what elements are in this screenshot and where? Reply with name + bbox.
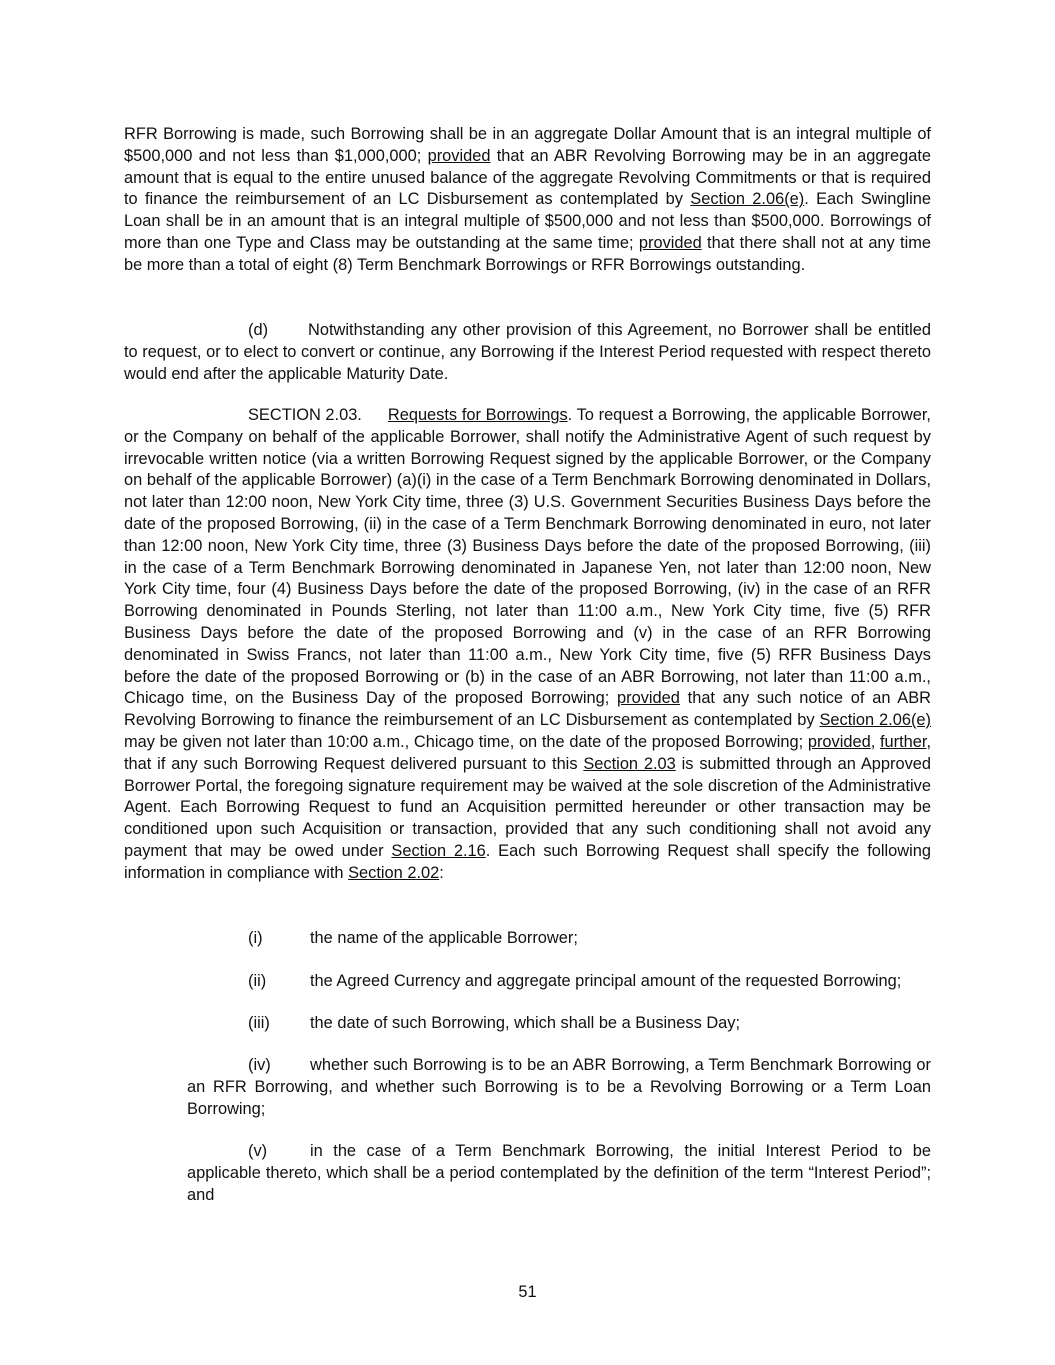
section-reference: Section 2.02 [348,863,440,882]
text-run: may be given not later than 10:00 a.m., Chicago time, on the date of the proposed Borrowing; [124,732,808,751]
section-reference: Section 2.03 [583,754,676,773]
list-item-number: (v) [248,1142,268,1160]
provided-term: provided [638,233,702,252]
page-number: 51 [518,1283,537,1301]
text-run: : [439,863,444,882]
list-item-number: (iii) [248,1014,270,1032]
provided-term: provided [427,146,491,165]
list-item-number: (i) [248,929,263,947]
text-run: . Each Swingline Loan shall be in an amount that is an integral multiple of $500,000 and not less than $500,000. Borrowings of more than one Type and Class may be outstanding at the same time; [124,190,931,252]
paragraph-d [124,320,931,385]
list-item [187,928,931,950]
list-item-number: (ii) [248,972,267,990]
section-number: SECTION 2.03. [248,406,362,424]
text-run: . Each such Borrowing Request shall specify the following information in compliance with [124,841,931,882]
list-item [187,1013,931,1035]
paragraph-borrowing-amounts [124,124,931,277]
list-item [187,971,931,993]
text-run: RFR Borrowing is made, such Borrowing shall be in an aggregate Dollar Amount that is an integral multiple of $500,000 and not less than $1,000,000; [124,125,931,165]
text-run: that any such notice of an ABR Revolving Borrowing to finance the reimbursement of an LC Disbursement as contemplated by [124,689,931,730]
paragraph-section-2-03 [124,405,931,885]
list-item-text: whether such Borrowing is to be an ABR Borrowing, a Term Benchmark Borrowing or an RFR Borrowing, and whether such Borrowing is to be a Revolving Borrowing or a Term Loan Borrowing; [187,1056,931,1118]
text-run: that an ABR Revolving Borrowing may be in an aggregate amount that is equal to the entire unused balance of the aggregate Revolving Commitments or that is required to finance the reimbursement of an LC Disbursement as contemplated by [124,146,931,209]
list-item-text: the name of the applicable Borrower; [310,929,578,947]
text-run: , that if any such Borrowing Request delivered pursuant to this [124,732,931,773]
text-run: that there shall not at any time be more than a total of eight (8) Term Benchmark Borrowings or RFR Borrowings outstanding. [124,233,931,274]
text-run: , [870,732,880,751]
list-item-text: in the case of a Term Benchmark Borrowing, the initial Interest Period to be applicable thereto, which shall be a period contemplated by the definition of the term “Interest Period”; and [187,1142,931,1204]
list-item-text: the date of such Borrowing, which shall be a Business Day; [310,1014,741,1032]
provided-term: provided [617,689,680,708]
section-reference: Section 2.06(e) [819,711,931,730]
list-item-text: the Agreed Currency and aggregate principal amount of the requested Borrowing; [310,972,902,990]
section-reference: Section 2.16 [391,841,486,860]
list-item-number: (iv) [248,1056,271,1074]
text-run: is submitted through an Approved Borrower Portal, the foregoing signature requirement may be waived at the sole discretion of the Administrative Agent. Each Borrowing Request to fund an Acquisition permitted hereunder or other transaction may be conditioned upon such Acquisition or transaction, provided that any such conditioning shall not avoid any payment that may be owed under [124,754,932,860]
clause-text: Notwithstanding any other provision of this Agreement, no Borrower shall be entitled to request, or to elect to convert or continue, any Borrowing if the Interest Period requested with respect thereto would end after the applicable Maturity Date. [124,321,931,383]
text-run: . To request a Borrowing, the applicable Borrower, or the Company on behalf of the applicable Borrower, shall notify the Administrative Agent of such request by irrevocable written notice (via a written Borrowing Request signed by the applicable Borrower, or the Company on behalf of the applicable Borrower) (a)(i) in the case of a Term Benchmark Borrowing denominated in Dollars, not later than 12:00 noon, New York City time, three (3) U.S. Government Securities Business Days before the date of the proposed Borrowing, (ii) in the case of a Term Benchmark Borrowing denominated in euro, not later than 12:00 noon, New York City time, three (3) Business Days before the date of the proposed Borrowing, (iii) in the case of a Term Benchmark Borrowing denominated in Japanese Yen, not later than 12:00 noon, New York City time, four (4) Business Days before the date of the proposed Borrowing, (iv) in the case of an RFR Borrowing denominated in Pounds Sterling, not later than 11:00 a.m., New York City time, five (5) RFR Business Days before the date of the proposed Borrowing and (v) in the case of an RFR Borrowing denominated in Swiss Francs, not later than 11:00 a.m., New York City time, five (5) RFR Business Days before the date of the proposed Borrowing or (b) in the case of an ABR Borrowing, not later than 11:00 a.m., Chicago time, on the Business Day of the proposed Borrowing; [124,406,931,708]
clause-label: (d) [248,321,269,339]
list-item [187,1141,931,1206]
list-item [187,1055,931,1120]
provided-term: provided [807,732,871,751]
section-reference: Section 2.06(e) [690,190,805,209]
section-heading: Requests for Borrowings [387,406,568,424]
further-term: further [879,732,927,751]
